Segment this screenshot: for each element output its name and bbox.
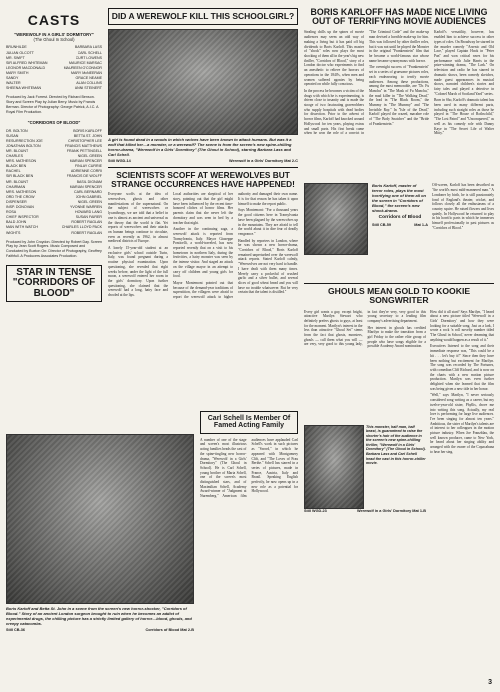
cast-role: ROSA bbox=[6, 210, 17, 215]
cast-actor: MARY McNEERAN bbox=[70, 70, 102, 75]
ghouls-headline: GHOULS MEAN GOLD TO KOOKIE SONGWRITER bbox=[327, 286, 471, 306]
cast-actor: BETTA ST. JOHN bbox=[73, 133, 102, 138]
film2-cast-list bbox=[6, 129, 102, 236]
cast-role: DISPENSER bbox=[6, 199, 27, 204]
pressbook-page bbox=[6, 6, 494, 686]
film2-title: "CORRIDORS OF BLOOD" bbox=[27, 120, 81, 126]
cast-role: WIGHTS bbox=[6, 230, 21, 235]
cast-row bbox=[6, 86, 102, 91]
karloff-para: Stealing chills up the spines of movie audiences may seem an odd way of making a living but it has paid off big dividends to Boris Karloff. This master of "shock" roles now plays the most shocking of them all in the year's big new thriller, "Corridors of Blood," story of a London doctor who experiments to find an anesthetic to relieve the horrors of operations in the 1840's, when men and women suffered agonies by being operated on while fully conscious. bbox=[304, 30, 364, 87]
werewolf-mat-number: Werewolf in a Girls' Dormitory Mat 2-C bbox=[229, 158, 298, 163]
ghouls-para: Executives listened to the song and their immediate response was, "This could be a hit . . . let's buy it!" Since then they have been nothing but excitement for Marilyn. The song was recorded by The Fortunes, with comedian Cliff Richard, and is now on the charts with a new motion picture production. Marilyn was even further delighted when she learned that the film was being given a new title in her honor. bbox=[430, 344, 494, 391]
cast-role: SHEENA WHITEMAN bbox=[6, 86, 42, 91]
schell-body: A number of one of the stage and screen's most illustrious acting families heads the cast of the spine-tingling new horror-drama, "Werewolf in a Girls' Dormitory" (The Ghoul in School). He is Carl Schell, young brother of Maria Schell, one of the screen's most distinguished stars, and of Maximilian Schell, Academy Award-winner of "Judgment at Nuremberg." American film audiences have applauded Carl Schell's work in such pictures as "Sword," in which he appeared with Montgomery Clift, and "The Loves of Frau Berthe." Schell has starred in a series of pictures, made in France, Austria, Italy and Brazil. Speaking English perfectly, he now opens up in a new role as a potential for Hollywood. bbox=[200, 437, 298, 499]
cast-actor: ANNI STEINERT bbox=[74, 86, 102, 91]
karloff-mat-number: Mat 1-A bbox=[414, 223, 428, 228]
star-still-number: Still CB-36 bbox=[6, 628, 25, 632]
cast-actor: BARBARA LASS bbox=[74, 45, 102, 50]
werewolf-caption: A girl is found dead in a woods in which wolves have been known to attack humans. But was it a wolf that killed her—a monster, or a werewolf? The scene is from the screen's new spine-chilling horror-drama, "Werewolf in a Girls' Dormitory" (The Ghoul in School), starring Barbara Lass and Carl Schell. bbox=[108, 136, 292, 157]
cast-actor: ROBERT RAGLAN bbox=[71, 230, 102, 235]
cast-role: MR. SWIFT bbox=[6, 55, 25, 60]
divider bbox=[304, 283, 494, 284]
cast-actor: CARL BERNARD bbox=[73, 189, 102, 194]
scientists-para: A lonely 15-year-old student at an exclusive girls' school outside Turin, Italy, was found pregnant during a routine physical examination. Upon questioning, she revealed that eight weeks before, under the light of the full moon, a werewolf entered her room in the girls' dormitory. Upon further questioning, she claimed that the werewolf had a long, hairy face and drooled at the lips. bbox=[108, 246, 168, 298]
karloff-photo-caption: Boris Karloff, master of terror roles, plays the most horrifying one of them all on the screen in "Corridors of Blood," the screen's new shock-drama. bbox=[372, 183, 426, 214]
cast-actor: CHRISTOPHER LEE bbox=[68, 138, 102, 143]
cast-role: MAN WITH WATCH bbox=[6, 225, 38, 230]
karloff-body bbox=[304, 30, 494, 180]
scientists-headline: SCIENTISTS SCOFF AT WEREWOLVES BUT STRANGE OCCURRENCES HAVE HAPPENED! bbox=[111, 169, 295, 189]
star-stat bbox=[6, 628, 194, 632]
cast-role: ORD THE CROW bbox=[6, 194, 35, 199]
cast-role: BRUNHILDE bbox=[6, 45, 27, 50]
ghouls-body bbox=[304, 310, 494, 526]
ghouls-stat bbox=[304, 509, 426, 513]
film1-cast-list bbox=[6, 45, 102, 91]
werewolf-headline: DID A WEREWOLF KILL THIS SCHOOLGIRL? bbox=[108, 8, 298, 25]
karloff-para: Karloff's versatility, however, has enabled him to achieve success in other types of roles. On Broadway he starred in the murder comedy "Arsenic and Old Lace," played Captain Hook in "Peter Pan" and won critical raves for his performance with Julie Harris in the prize-winning drama, "The Lark." On television and radio he has starred in dramatic shows, been comedy sketches, made guest appearances in musical shows, narrated children's stories and fairy tales and played a detective in "Colonel March of Scotland Yard" series. bbox=[434, 30, 494, 96]
film1-subtitle: (The Ghoul In School) bbox=[33, 37, 75, 43]
scientists-para: Says Montemont: "For a thousand years the good citizens here in Transylvania have been plagued by the werewolves up in the mountains. They are afraid to tell the world about it in dire fear of deadly vengeance." bbox=[238, 208, 298, 236]
werewolf-still-number: Still WGD-14 bbox=[108, 158, 131, 163]
cast-actor: BORIS KARLOFF bbox=[73, 128, 102, 133]
cast-role: JONATHAN BOLTON bbox=[6, 143, 41, 148]
karloff-para: The overnight success of "Frankenstein" set in a series of gruesome pictures roles, each endeavoring to terrify movie audiences. Among these productions, among the most memorable, are "Dr. Fu Manchu" in "The Mask of Fu Manchu," the mad killer in "The Walking Dead," the lead in "The Black Room," the Mummy in "The Mummy" and "The Invisible Ray." In "Isle of the Dead," Karloff played the crazed, macabre role of "The Body Snatcher" and the "Bride of Frankenstein." bbox=[369, 65, 429, 126]
cast-actor: NIGEL GREEN bbox=[77, 199, 102, 204]
star-caption: Boris Karloff and Betta St. John in a scene from the screen's new horror-shocker, "Corridors of Blood." Story of an ancient London surgeon brought to ruin when he becomes an addict of experimental drugs, the chilling picture has a strictly limited gallery of horror—blood, ghouls, and creepy catacombs. bbox=[6, 606, 192, 626]
karloff-still-number: Still CB-59 bbox=[372, 223, 391, 228]
karloff-article bbox=[304, 6, 494, 526]
cast-actor: JOHN GABRIEL bbox=[75, 194, 102, 199]
cast-role: CHIEF INSPECTOR bbox=[6, 215, 39, 220]
ghouls-left bbox=[304, 310, 426, 526]
ghouls-para: How did it all start? Says Marilyn, "I heard about a new picture titled 'Werewolf in a Girls' Dormitory' and how they were looking for a suitable song. Just as a lark, I wrote a rock 'n roll novelty number titled 'The Ghoul in School,' never dreaming that anything would happen as a result of it." bbox=[430, 309, 494, 342]
cast-role: SANDY bbox=[6, 75, 19, 80]
cast-role: SUSAN bbox=[6, 133, 19, 138]
schell-headline: Carl Schell Is Member Of Famed Acting Family bbox=[200, 411, 298, 434]
cast-role: RESURRECTION JOE bbox=[6, 138, 43, 143]
karloff-para: In the process he becomes a victim of the drugs with which he is experimenting, is driven close to insanity and is made the stooge of two fascinating graverobbers who supply hospitals with dead bodies for dissection. Prior to the advent of horror films, Karloff had knocked around Hollywood for ten years, playing extras and small parts. His first break came when he won the role of a convict in "The Criminal Code" and the make-up man devised a horrible make-up for him. This was followed by other thriller roles, but it was not until he played the Monster in the original "Frankenstein" film that he became a world-famous star whose name became synonymous with horror. bbox=[304, 30, 429, 136]
cast-actor: SUSAN FAIRER bbox=[75, 215, 102, 220]
scientists-para: Handled by reporters in London, where he was shown a new horror-drama, "Corridors of Blood," Boris Karloff remained unperturbed over the werewolf attack reports. Stated Karloff calmly, "Werewolves are not very hard to handle. I have dealt with them many times. Merely carry a pocketful of crushed garlic and a silver bullet, and several slices of good wheat bread and you will have no trouble whatsoever. But be very certain that the talent is distilled." bbox=[238, 238, 298, 295]
cast-actor: FRANCIS DE WOLFF bbox=[66, 174, 102, 179]
ghouls-caption: This monster, half man, half beast, is guaranteed to raise the shorter's hair of the audience in the screen's new spine-chilling thriller, "Werewolf in a Girls' Dormitory" (The Ghoul in School). Barbara Lass and Carl Schell head the cast in this horror-chiller movie. bbox=[366, 424, 426, 466]
cast-role: INSP. DONOVAN bbox=[6, 205, 34, 210]
cast-actor: CURT LOWENS bbox=[75, 55, 102, 60]
cast-role: MARY SMITH bbox=[6, 70, 29, 75]
page-number: 3 bbox=[488, 679, 492, 686]
ghouls-para: "Well," says Marilyn, "I never seriously considered song writing as a career, but my twelve-year-old sister, Phyllis, drove me into writing this song. Actually, my real love is performing for large live audiences. I've been singing for almost ten years." Ambitious, the sister of Marilyn's talents are of interest to her colleagues in the motion picture industry. When Joe Franzblau, the well known producer, came to New York, he heard about her singing ability and arranged with the owner of the Copacabana to hear her sing. bbox=[430, 393, 494, 454]
karloff-side-text: Off-screen, Karloff has been described as "the world's most mild-mannered man." A Londoner by birth, he is still passionately fond of England's theater, cricket, and follows closely all the enthusiasms of a country squire. He raised flowers and lives quietly. In Hollywood he returned to play in his horrific parts in which he immerses himself professionally in past pictures as "Corridors of Blood." bbox=[432, 183, 494, 230]
cast-actor: ALAN COLLINS bbox=[76, 81, 102, 86]
karloff-photo-block bbox=[304, 183, 368, 279]
cast-role: BLACK BEN bbox=[6, 164, 27, 169]
ghouls-para: Every girl wants a guy, except bright, attractive Marilyn Stewart who definitely prefers ghosts to guys, at least for the moment. Marilyn's interest in the less than attractive "Ghoul Set" stems from the fact that ghosts, monsters, ghouls — call them what you will — are very, very good to this young lady, in fact they're very, very good in this young secretary to a leading film company's advertising department. bbox=[304, 309, 426, 347]
casts-column bbox=[6, 6, 102, 302]
divider bbox=[108, 167, 298, 168]
cast-role: CHAIRMAN bbox=[6, 184, 26, 189]
scientists-para: Another in the continuing saga, a werewolf attack is reported from Transylvania, Italy. Mayor Giuseppe Ponticelli, a world-traveled, has now reported recently that on a visit to his hometown in northern Italy, during the festivities, a hairy monster was seen by the intense visitor. And staged an attack on the village mayor in an attempt to carry off children and young girls for food. bbox=[173, 227, 233, 279]
cast-actor: NIGEL GREEN bbox=[77, 154, 102, 159]
cast-actor: FRANCIS MATTHEWS bbox=[64, 143, 102, 148]
ghouls-mat-number: Werewolf in a Girls' Dormitory Mat 1-B bbox=[357, 508, 426, 513]
cast-role: SIR BLACK BEN bbox=[6, 174, 34, 179]
cast-actor: CHARLES LLOYD PACK bbox=[61, 225, 102, 230]
cast-actor: CARL SCHELL bbox=[77, 50, 102, 55]
cast-role: SIR ALFRED WHITEMAN bbox=[6, 60, 48, 65]
cast-role: LEONOR MACDONALD bbox=[6, 65, 46, 70]
ghouls-text-left bbox=[304, 310, 426, 422]
casts-title: CASTS bbox=[27, 12, 81, 28]
ghouls-still-number: Still WGD-23 bbox=[304, 508, 327, 513]
cast-actor: BASIL DIGNAM bbox=[76, 179, 102, 184]
ghouls-para: Her interest in ghouls has credited Marilyn to make the transition from a girl Friday to the rather elite group of people who have songs eligible for a possible Academy Award nomination. bbox=[367, 325, 426, 349]
cast-actor: GRACE NEAME bbox=[75, 75, 102, 80]
cast-actor: MAUREEN O'CONNOR bbox=[63, 65, 102, 70]
scientists-para: Everyone scoffs at the idea of werewolves, ghosts and other manifestations of the supernatural. On the subject of werewolves or lycanthropy, we are told that a belief in one is almost as ancient and universal as the theory that the world is flat. Yet reports of werewolves and their attacks on human beings continue to circulate, even as recently as 1962, in almost medieval districts of Europe. bbox=[108, 192, 168, 244]
cast-role: DR. BOLTON bbox=[6, 128, 28, 133]
star-mat-number: Corridors of Blood Mat 2-B bbox=[145, 628, 194, 632]
cast-actor: ADRIENNE CORRI bbox=[70, 169, 102, 174]
cast-role: MR. BLOUNT bbox=[6, 149, 29, 154]
schell-article bbox=[200, 411, 298, 668]
karloff-lower bbox=[304, 183, 494, 279]
film1-credit: Produced by Jack Forrest. Directed by Richard Benson. Story and Screen Play by Julian Berry. Music by Francis Berman. Director of Photography: George Patrick, A.I.C. A Royal Film Production. bbox=[6, 95, 99, 114]
karloff-photo-caption-block bbox=[372, 183, 428, 279]
scientists-body bbox=[108, 192, 298, 338]
cast-role: MRS. MATHESON bbox=[6, 159, 37, 164]
cast-actor: ROBERT RAGLAN bbox=[71, 220, 102, 225]
cast-role: MR. BLOUNT bbox=[6, 179, 29, 184]
karloff-photo-stat bbox=[372, 223, 428, 227]
ghouls-text-right bbox=[430, 310, 494, 526]
cast-actor: YVONNE WARREN bbox=[69, 205, 102, 210]
werewolf-stat bbox=[108, 159, 298, 163]
film1-title: "WEREWOLF IN A GIRLS' DORMITORY" bbox=[14, 32, 94, 37]
star-photo bbox=[6, 434, 194, 604]
film2-credit: Produced by John Croydon. Directed by Robert Day. Screen Play by Jean Scott Rogers. Music Composed and Conducted by Buxton Orr. Director of Photography, Geoffrey Faithfull. A Producers Associates Production. bbox=[6, 239, 103, 258]
cast-row bbox=[6, 231, 102, 236]
karloff-headline: BORIS KARLOFF HAS MADE NICE LIVING OUT OF TERRIFYING MOVIE AUDIENCES bbox=[310, 7, 488, 27]
star-headline: STAR IN TENSE "CORRIDORS OF BLOOD" bbox=[6, 265, 102, 303]
cast-actor: MAURICE MARSAC bbox=[69, 60, 102, 65]
cast-actor: HOWARD LANG bbox=[74, 210, 102, 215]
cast-actor: MARIAN SPENCER bbox=[69, 159, 102, 164]
cast-role: MRS. MATHESON bbox=[6, 189, 37, 194]
cast-role: RACHEL bbox=[6, 169, 21, 174]
cast-role: BALD JOHN bbox=[6, 220, 27, 225]
karloff-photo-title: Corridors of Blood bbox=[378, 215, 422, 221]
star-article bbox=[6, 434, 194, 632]
scientists-para: Mayor Montemont pointed out that because of the demand-year traditions of superstition, the villagers were afraid to report the werewolf attack to higher authority and damaged their own name. It is for that reason he has taken it upon himself to make the report public. bbox=[173, 192, 298, 300]
karloff-photo bbox=[304, 183, 368, 255]
cast-actor: FINLAY CURRIE bbox=[74, 164, 102, 169]
cast-actor: MARIAN SPENCER bbox=[69, 184, 102, 189]
cast-role: WALTER bbox=[6, 81, 21, 86]
cast-role: CHARLES bbox=[6, 154, 23, 159]
cast-actor: FRANK PETTINGELL bbox=[66, 149, 102, 154]
ghouls-photo bbox=[304, 425, 364, 509]
karloff-para: Born in Sho, Karloff's dramatic talent has been used in many different parts, including such straight roles as those he played in "The House of Rothschild," "The Lost Patrol" and "Unconquered," as well as his comedy role with Danny Kaye in "The Secret Life of Walter Mitty." bbox=[434, 98, 494, 136]
werewolf-photo bbox=[108, 29, 298, 135]
werewolf-article bbox=[108, 6, 298, 338]
scientists-para: Local authorities are skeptical of her story, pointing out that the girl might have been influenced by the recent time-honored cliches of horror films. Her parents claim that she never left the dormitory and was seen in bed by a teacher that night. bbox=[173, 192, 233, 225]
cast-role: JULIAN OLCOTT bbox=[6, 50, 34, 55]
